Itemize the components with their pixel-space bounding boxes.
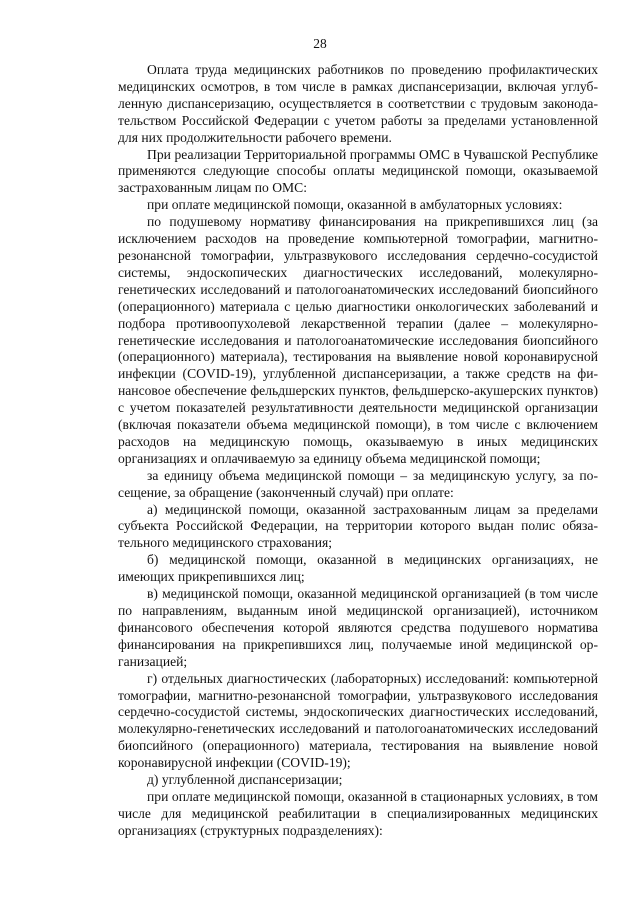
list-item-a: а) медицинской помощи, оказанной застрахованным лицам за пределами субъекта Российской Федерации, на территории которого выдан полис обязательного медицинского страхования; (118, 501, 598, 551)
page-number: 28 (313, 36, 327, 51)
paragraph-labor-payment: Оплата труда медицинских работников по проведению профилактических медицинских осмотров, в том числе в рамках диспансеризации, включая углубленную диспансеризацию, осуществляется в соответствии с трудовым законодательством Российской Федерации с учетом работы за пределами установленной для них продолжительности рабочего времени. (118, 62, 598, 145)
paragraph-outpatient-heading: при оплате медицинской помощи, оказанной в амбулаторных условиях: (147, 197, 563, 213)
list-item-g: г) отдельных диагностических (лабораторных) исследований: компьютерной томографии, магнитно-резонансной томографии, ультразвукового исследования сердечно-сосудистой системы, эндоскопических диагностических исследований, молекулярно-генетических исследований и патологоанатомических исследований биопсийного (операционного) материала, тестирования на выявление новой коронавирусной инфекции (COVID-19); (118, 670, 598, 771)
document-body (118, 62, 598, 840)
paragraph-per-unit-volume: за единицу объема медицинской помощи – за медицинскую услугу, за посещение, за обращение (законченный случай) при оплате: (118, 467, 598, 500)
paragraph-payment-methods-intro: При реализации Территориальной программы ОМС в Чувашской Республике применяются следующие способы оплаты медицинской помощи, оказываемой застрахованным лицам по ОМС: (118, 146, 598, 196)
list-item-d: д) углубленной диспансеризации; (147, 772, 343, 788)
list-item-b: б) медицинской помощи, оказанной в медицинских организациях, не имеющих прикрепившихся лиц; (118, 552, 598, 585)
paragraph-inpatient-heading: при оплате медицинской помощи, оказанной в стационарных условиях, в том числе для медицинской реабилитации в специализированных медицинских организациях (структурных подразделениях): (118, 788, 598, 838)
list-item-v: в) медицинской помощи, оказанной медицинской организацией (в том числе по направлениям, выданным иной медицинской организацией), источником финансового обеспечения которой являются средства подушевого норматива финансирования на прикрепившихся лиц, получаемые иной медицинской организацией; (118, 586, 598, 669)
paragraph-per-capita-norm: по подушевому нормативу финансирования на прикрепившихся лиц (за исключением расходов на проведение компьютерной томографии, магнитно-резонансной томографии, ультразвукового исследования сердечно-сосудистой системы, эндоскопических диагностических исследований, молекулярно-генетических исследований и патологоанатомических исследований биопсийного (операционного) материала с целью диагностики онкологических заболеваний и подбора противоопухолевой лекарственной терапии (далее – молекулярно-генетические исследования и патологоанатомические исследования биопсийного (операционного) материала), тестирования на выявление новой коронавирусной инфекции (COVID-19), углубленной диспансеризации, а также средств на финансовое обеспечение фельдшерских пунктов, фельдшерско-акушерских пунктов) с учетом показателей результативности деятельности медицинской организации (включая показатели объема медицинской помощи), в том числе с включением расходов на медицинскую помощь, оказываемую в иных медицинских организациях и оплачиваемую за единицу объема медицинской помощи; (118, 214, 598, 466)
